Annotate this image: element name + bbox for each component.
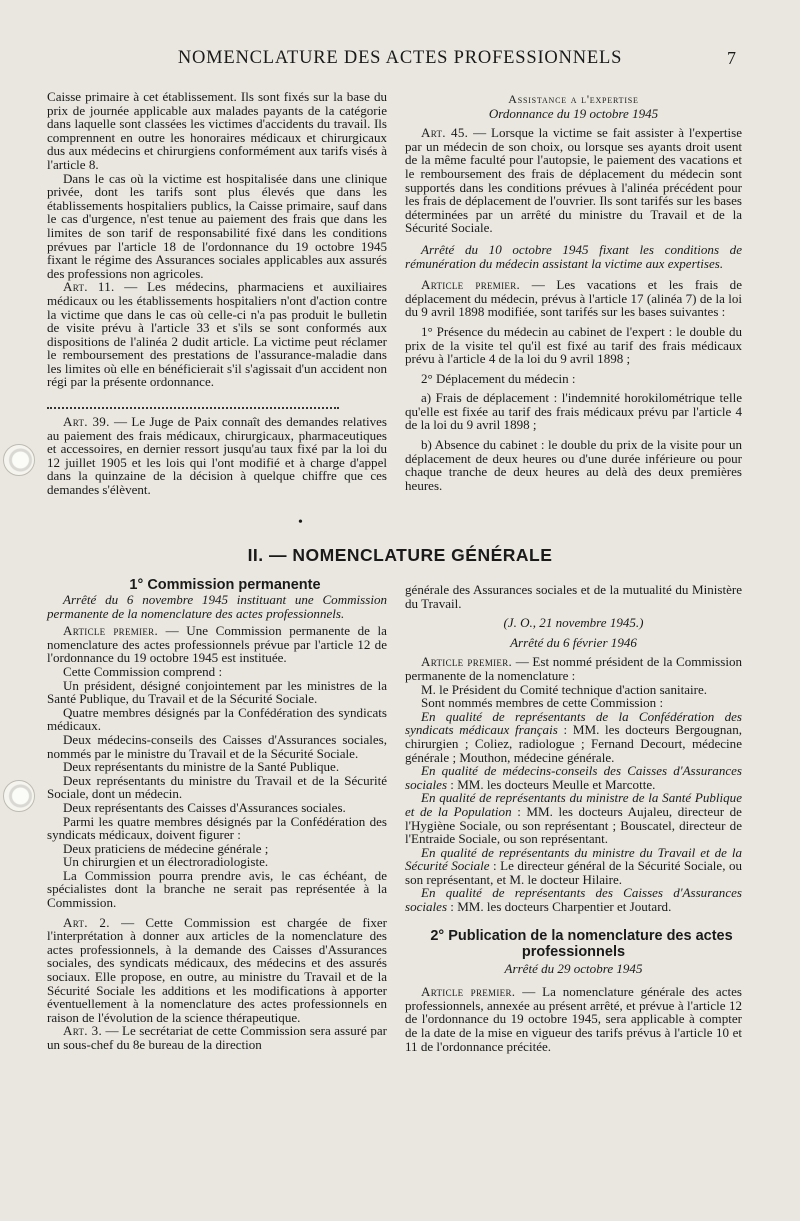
article-label: Art. 2. (63, 914, 110, 930)
list-item: a) Frais de déplacement : l'indemnité horokilométrique telle qu'elle est fixée au tarif des frais médicaux prévu par l'article 4 de la loi du 9 avril 1898 ; (405, 390, 742, 433)
article-11 (47, 280, 387, 389)
paragraph: Deux représentants du ministre du Travail et de la Sécurité Sociale, dont un médecin. (47, 772, 387, 802)
qualite-entry (405, 886, 742, 913)
page-header (0, 48, 800, 72)
article-text: — Est nommé président de la Commission permanente de la nomenclature : (405, 654, 742, 683)
right-column-top (405, 93, 742, 492)
article-text: — Lorsque la victime se fait assister à l'expertise par un médecin de son choix, ou lorsque ses ayants droit usent de la même faculté pour l'autopsie, le paiement des vacations et le remboursement des frais de déplacement du médecin sont supportés dans les conditions prévues à l'alinéa précédent pour les frais de déplacement de l'ouvrier. Ils sont tarifés sur les bases déterminées par un arrêté du ministre du Travail et de la Sécurité Sociale. (405, 125, 742, 236)
article-premier (405, 655, 742, 682)
article-2 (47, 916, 387, 1025)
article-text: — Le secrétariat de cette Commission sera assuré par un sous-chef du 8e bureau de la direction (47, 1023, 388, 1052)
qualite-text: : MM. les docteurs Meulle et Marcotte. (447, 776, 656, 792)
commission-heading: 1° Commission permanente (129, 577, 321, 593)
article-premier (405, 278, 742, 319)
paragraph: Deux représentants du ministre de la Santé Publique. (63, 759, 340, 775)
list-item: 1° Présence du médecin au cabinet de l'expert : le double du prix de la visite tel qu'il est fixé au tarif des frais médicaux prévu à l'article 4 de la loi du 9 avril 1898 ; (405, 323, 742, 367)
article-3 (47, 1024, 387, 1051)
article-premier (405, 985, 742, 1053)
paragraph: Deux médecins-conseils des Caisses d'Assurances sociales, nommés par le ministre du Travail et de la Sécurité Sociale. (47, 731, 387, 761)
paragraph: Quatre membres désignés par la Confédération des syndicats médicaux. (47, 704, 387, 734)
dotted-separator (47, 393, 339, 409)
section-title: II. — NOMENCLATURE GÉNÉRALE (247, 545, 553, 565)
page-number: 7 (727, 48, 736, 68)
article-label: Article premier. (421, 277, 521, 293)
section-heading: Assistance a l'expertise (508, 92, 639, 106)
paragraph: Sont nommés membres de cette Commission : (421, 695, 664, 711)
qualite-text: : MM. les docteurs Charpentier et Joutard. (447, 899, 672, 915)
qualite-text: : Le directeur général de la Sécurité Sociale, ou son représentant, et M. le docteur Hilaire. (405, 858, 742, 887)
arrete-title: Arrêté du 6 novembre 1945 instituant une Commission permanente de la nomenclature des actes professionnels. (47, 592, 387, 621)
paragraph: La Commission pourra prendre avis, le cas échéant, de spécialistes dont la branche ne serait pas représentée à la Commission. (47, 867, 387, 911)
arrete-title: Arrêté du 6 février 1946 (510, 634, 637, 650)
punch-hole-top (3, 444, 35, 476)
article-text: — Le Juge de Paix connaît des demandes relatives au paiement des frais médicaux, chirurgicaux, pharmaceutiques et accessoires, en dernier ressort jusqu'au taux fixé par la loi du 12 juillet 1905 et les lois qui l'ont modifié et à charge d'appel dans la quinzaine de la décision à quelque chiffre que ces demandes s'élèvent. (47, 414, 387, 498)
left-column-top (47, 90, 387, 497)
running-title: NOMENCLATURE DES ACTES PROFESSIONNELS (177, 48, 623, 68)
paragraph: Caisse primaire à cet établissement. Ils sont fixés sur la base du prix de journée applicable aux malades payants de la catégorie dans laquelle sont classées les victimes d'accidents du travail. Ils comprennent en outre les honoraires médicaux et chirurgicaux dus aux médecins et chirurgiens conformément aux tarifs visés à l'article 8. (47, 89, 387, 172)
article-label: Article premier. (63, 623, 159, 639)
article-label: Art. 45. (421, 125, 469, 141)
article-text: — Cette Commission est chargée de fixer l'interprétation à donner aux articles de la nomenclature des actes professionnels, à la demande des Caisses d'Assurances sociales, des syndicats médicaux, des médecins et des assurés sociaux. Elle propose, en outre, au ministre du Travail et de la Sécurité Sociale les additions et les modifications à apporter éventuellement à la nomenclature des actes professionnels en raison de l'évolution de la science thérapeutique. (47, 914, 387, 1025)
article-label: Article premier. (421, 984, 516, 1000)
article-premier (47, 624, 387, 665)
list-item: b) Absence du cabinet : le double du prix de la visite pour un déplacement de deux heures ou d'une durée inférieure ou pour chaque tranche de deux heures au delà des deux premières heures. (405, 437, 742, 493)
qualite-entry (405, 846, 742, 887)
article-label: Art. 11. (63, 279, 115, 295)
article-label: Article premier. (421, 654, 513, 670)
right-column-bottom (405, 583, 742, 1053)
paragraph: Deux représentants des Caisses d'Assurances sociales. (63, 799, 346, 815)
qualite-label: En qualité de représentants du ministre du Travail et de la Sécurité Sociale (405, 844, 742, 874)
qualite-label: En qualité de médecins-conseils des Caisses d'Assurances sociales (405, 763, 742, 792)
article-39 (47, 415, 387, 497)
paragraph: Parmi les quatre membres désignés par la Confédération des syndicats médicaux, doivent figurer : (47, 813, 387, 843)
article-45 (405, 126, 742, 235)
qualite-label: En qualité de représentants de la Confédération des syndicats médicaux français (405, 708, 742, 738)
article-text: — Les vacations et les frais de déplacement du médecin, prévus à l'article 17 (alinéa 7) de la loi du 9 avril 1898 modifiée, sont tarifés sur les bases suivantes : (405, 277, 742, 320)
list-item: 2° Déplacement du médecin : (421, 370, 576, 386)
arrete-title: Arrêté du 10 octobre 1945 fixant les conditions de rémunération du médecin assistant la victime aux expertises. (405, 241, 742, 271)
paragraph: M. le Président du Comité technique d'action sanitaire. (421, 681, 708, 697)
publication-heading: 2° Publication de la nomenclature des actes professionnels (430, 927, 733, 960)
arrete-title: Arrêté du 29 octobre 1945 (504, 960, 643, 976)
paragraph: Dans le cas où la victime est hospitalisée dans une clinique privée, dont les tarifs sont plus élevés que dans les établissements hospitaliers publics, la Caisse primaire, sauf dans le cas d'urgence, n'est tenue au paiement des frais que dans les limites de son tarif de responsabilité fixé dans les conditions prévues par l'article 18 de l'ordonnance du 19 octobre 1945 fixant le régime des Assurances sociales applicables aux assurés des professions non agricoles. (47, 170, 387, 281)
article-label: Art. 3. (63, 1023, 103, 1039)
paragraph: générale des Assurances sociales et de la mutualité du Ministère du Travail. (405, 582, 742, 611)
article-text: — Une Commission permanente de la nomenclature des actes professionnels prévue par l'article 12 de l'ordonnance du 19 octobre 1945 est instituée. (47, 623, 387, 666)
qualite-text: : MM. les docteurs Aujaleu, directeur de l'Hygiène Sociale, ou son représentant ; Bouscatel, directeur de l'Entraide Sociale, ou son représentant. (405, 803, 742, 847)
qualite-label: En qualité de représentants du ministre de la Santé Publique et de la Population (405, 790, 742, 819)
journal-officiel-ref: (J. O., 21 novembre 1945.) (503, 615, 644, 631)
paragraph: Deux praticiens de médecine générale ; (63, 840, 269, 856)
paragraph: Cette Commission comprend : (63, 663, 223, 679)
paragraph: Un président, désigné conjointement par les ministres de la Santé Publique, du Travail et de la Sécurité Sociale. (47, 677, 387, 707)
article-text: — La nomenclature générale des actes professionnels, annexée au présent arrêté, et prévue à l'article 12 de l'ordonnance du 19 octobre 1945, sera applicable à compter de la date de la mise en vigueur des tarifs prévus à l'article 10 et 11 de l'ordonnance précitée. (405, 984, 742, 1054)
left-column-bottom (47, 577, 387, 1052)
qualite-entry (405, 791, 742, 845)
paragraph: Un chirurgien et un électroradiologiste. (63, 854, 269, 870)
qualite-label: En qualité de représentants des Caisses d'Assurances sociales (405, 885, 742, 915)
article-label: Art. 39. (63, 414, 110, 430)
punch-hole-bottom (3, 780, 35, 812)
ordonnance-title: Ordonnance du 19 octobre 1945 (488, 105, 659, 121)
bullet-mark: • (298, 515, 303, 530)
qualite-text: : MM. les docteurs Bergougnan, chirurgien ; Coliez, radiologue ; Fernand Decourt, médecine générale ; Mouthon, médecine générale. (405, 722, 742, 765)
article-text: — Les médecins, pharmaciens et auxiliaires médicaux ou les établissements hospitaliers n'ont d'action contre la victime que dans le cas où celle-ci n'a pas produit le bulletin de visite prévu à l'article 33 et s'ils se sont conformés aux dispositions de l'alinéa 2 dudit article. La victime peut réclamer le remboursement des prestations de l'assurance-maladie dans les limites où elle en bénéficierait s'il s'agissait d'un accident non régi par la présente ordonnance. (47, 279, 387, 390)
qualite-entry (405, 764, 742, 791)
qualite-entry (405, 710, 742, 764)
